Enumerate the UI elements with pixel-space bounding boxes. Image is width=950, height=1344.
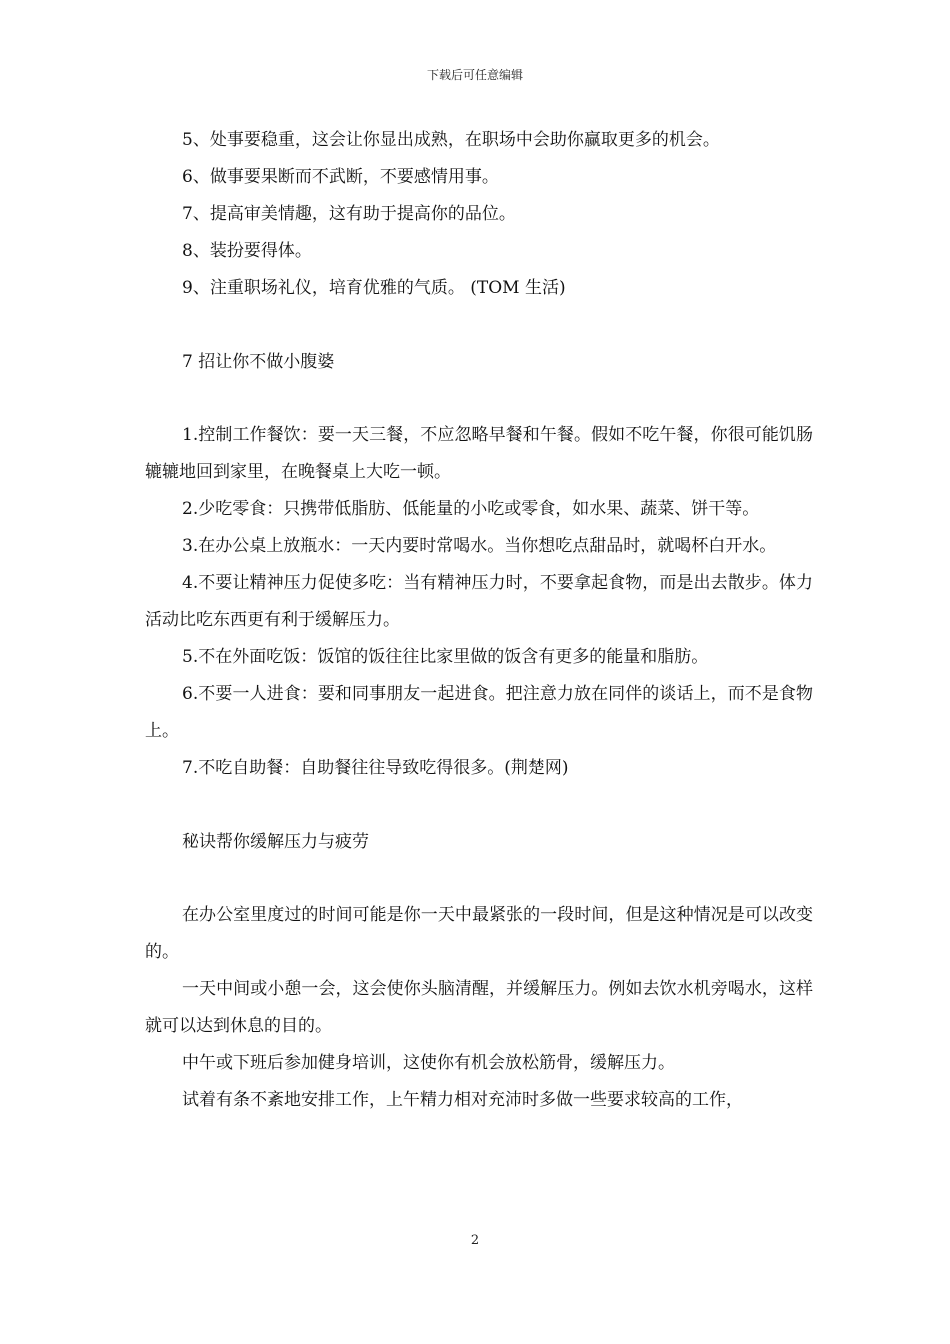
list-item: 3.在办公桌上放瓶水：一天内要时常喝水。当你想吃点甜品时，就喝杯白开水。	[182, 536, 777, 556]
paragraph: 试着有条不紊地安排工作，上午精力相对充沛时多做一些要求较高的工作，	[182, 1090, 743, 1110]
list-item: 6.不要一人进食：要和同事朋友一起进食。把注意力放在同伴的谈话上，而不是食物上。	[145, 684, 813, 741]
list-item: 5.不在外面吃饭：饭馆的饭往往比家里做的饭含有更多的能量和脂肪。	[182, 647, 709, 667]
list-item: 2.少吃零食：只携带低脂肪、低能量的小吃或零食，如水果、蔬菜、饼干等。	[182, 499, 760, 519]
list-item: 4.不要让精神压力促使多吃：当有精神压力时，不要拿起食物，而是出去散步。体力活动比吃东西更有利于缓解压力。	[145, 573, 813, 630]
paragraph: 在办公室里度过的时间可能是你一天中最紧张的一段时间，但是这种情况是可以改变的。	[145, 905, 813, 962]
tip-line: 7、提高审美情趣，这有助于提高你的品位。	[182, 204, 516, 224]
list-item: 7.不吃自助餐：自助餐往往导致吃得很多。(荆楚网)	[182, 758, 569, 778]
section-title: 7 招让你不做小腹婆	[182, 352, 335, 372]
paragraph: 一天中间或小憩一会，这会使你头脑清醒，并缓解压力。例如去饮水机旁喝水，这样就可以达到休息的目的。	[145, 979, 813, 1036]
document-body	[145, 122, 813, 1119]
paragraph: 中午或下班后参加健身培训，这使你有机会放松筋骨，缓解压力。	[182, 1053, 675, 1073]
tip-line: 8、装扮要得体。	[182, 241, 312, 261]
section-title: 秘诀帮你缓解压力与疲劳	[182, 832, 369, 852]
list-item: 1.控制工作餐饮：要一天三餐，不应忽略早餐和午餐。假如不吃午餐，你很可能饥肠辘辘地回到家里，在晚餐桌上大吃一顿。	[145, 425, 813, 482]
tip-line: 9、注重职场礼仪，培育优雅的气质。 (TOM 生活)	[182, 278, 566, 298]
page-header: 下载后可任意编辑	[426, 68, 523, 82]
tip-line: 6、做事要果断而不武断，不要感情用事。	[182, 167, 499, 187]
page-number: 2	[470, 1233, 480, 1248]
tip-line: 5、处事要稳重，这会让你显出成熟，在职场中会助你赢取更多的机会。	[182, 130, 720, 150]
